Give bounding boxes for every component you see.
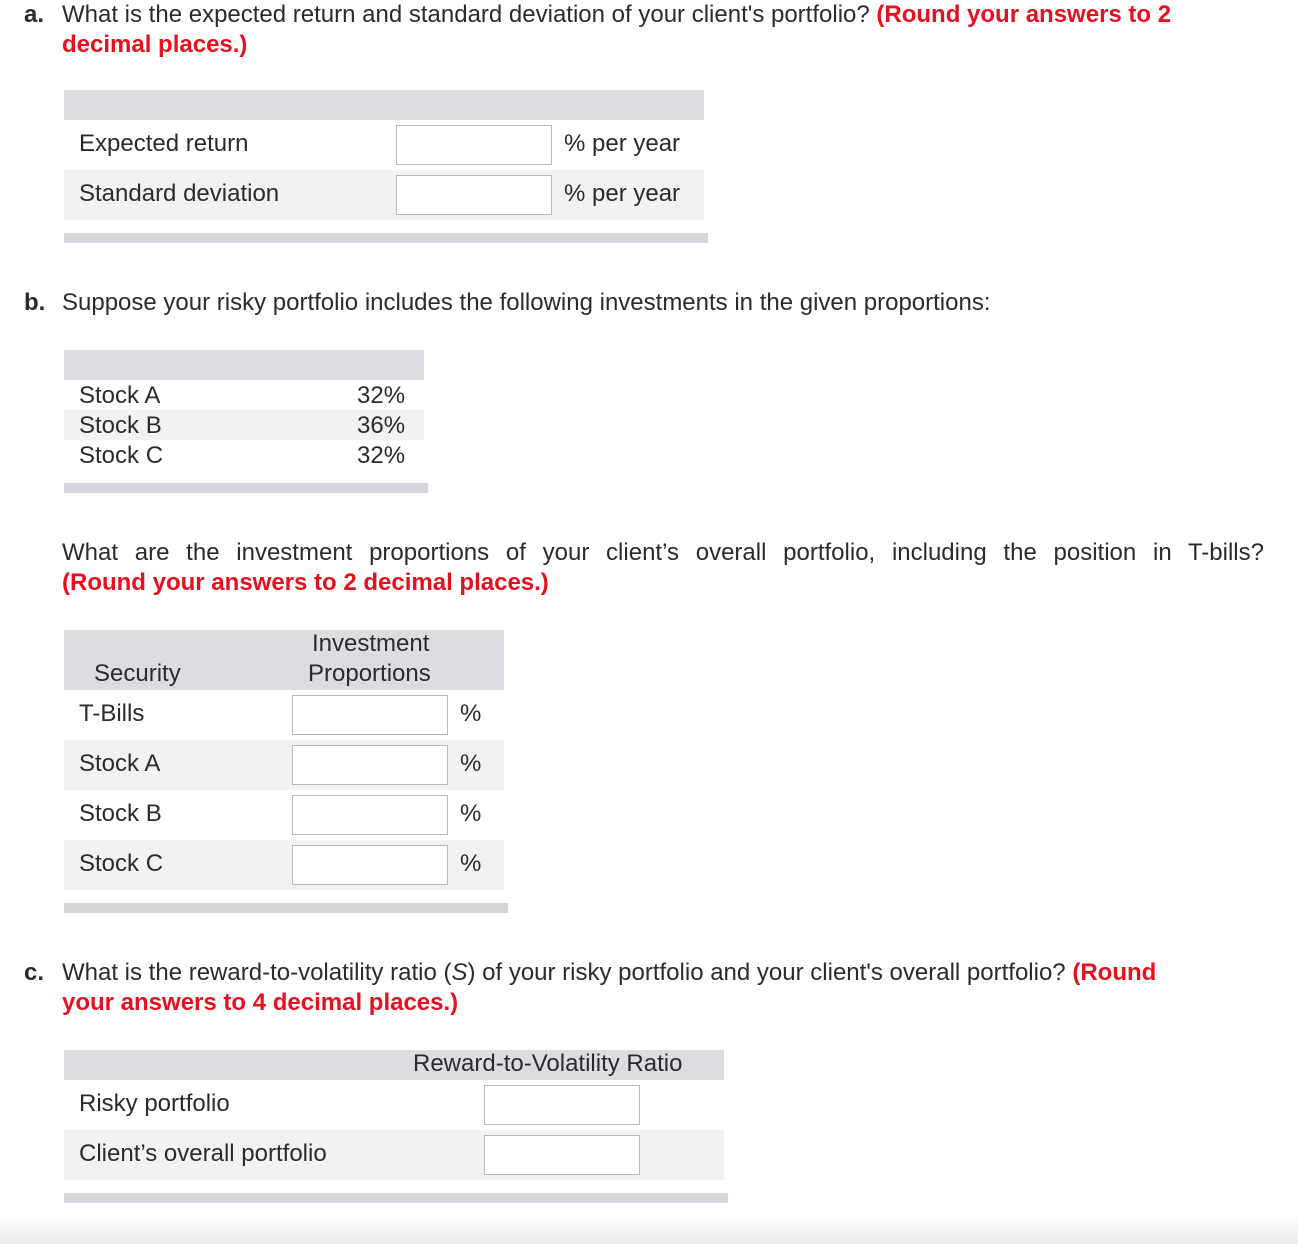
part-b-instruction-2: (Round your answers to 2 decimal places.) [62, 569, 549, 596]
part-a-letter: a. [24, 1, 45, 28]
standard-deviation-label: Standard deviation [79, 180, 280, 207]
part-a-table-footer [64, 233, 708, 243]
stock-c-pct: 32% [357, 442, 406, 469]
standard-deviation-unit: % per year [564, 180, 681, 207]
part-a-question-main: What is the expected return and standard deviation of your client's portfolio? [62, 1, 870, 28]
col-investment-2: Proportions [308, 660, 431, 687]
proportions-row-tbills [64, 690, 504, 740]
part-b-letter: b. [24, 289, 46, 316]
risky-portfolio-label: Risky portfolio [79, 1090, 230, 1117]
stock-c-name: Stock C [79, 442, 164, 469]
stock-a-input[interactable] [292, 745, 448, 785]
stock-b-unit: % [460, 800, 482, 827]
proportions-row-stock-c [64, 840, 504, 890]
stock-a-name: Stock A [79, 382, 161, 409]
part-a-question-text [62, 0, 1171, 30]
stock-b-name: Stock B [79, 412, 162, 439]
ratio-row-risky [64, 1080, 724, 1130]
part-a-instruction-2: decimal places.) [62, 31, 248, 58]
stock-b-input[interactable] [292, 795, 448, 835]
stock-b-pct: 36% [357, 412, 406, 439]
ratio-row-overall [64, 1130, 724, 1180]
overall-portfolio-input[interactable] [484, 1135, 640, 1175]
part-a-instruction-1: (Round your answers to 2 [876, 1, 1172, 28]
bottom-shadow [0, 1214, 1298, 1244]
stocks-row [64, 410, 424, 440]
tbills-input[interactable] [292, 695, 448, 735]
stock-a-label: Stock A [79, 750, 161, 777]
part-c-question-pre: What is the reward-to-volatility ratio ( [62, 959, 452, 986]
stock-c-input[interactable] [292, 845, 448, 885]
stocks-table-footer [64, 483, 428, 493]
part-a-row-standard-deviation [64, 170, 704, 220]
proportions-table-footer [64, 903, 508, 913]
stock-b-label: Stock B [79, 800, 162, 827]
proportions-row-stock-b [64, 790, 504, 840]
proportions-row-stock-a [64, 740, 504, 790]
part-c-letter: c. [24, 959, 45, 986]
expected-return-unit: % per year [564, 130, 681, 157]
ratio-table-header [64, 1050, 724, 1080]
part-c-question-var: S [451, 959, 468, 986]
stock-a-pct: 32% [357, 382, 406, 409]
part-b-question-2-text: What are the investment proportions of your client’s overall portfolio, including the position in T-bills? [62, 539, 1264, 566]
proportions-table-header [64, 630, 504, 690]
stocks-row [64, 440, 424, 470]
stocks-table-header [64, 350, 424, 380]
part-a-row-expected-return [64, 120, 704, 170]
standard-deviation-input[interactable] [396, 175, 552, 215]
risky-portfolio-input[interactable] [484, 1085, 640, 1125]
stock-c-unit: % [460, 850, 482, 877]
part-c-question-text [62, 958, 1156, 988]
col-reward-to-volatility: Reward-to-Volatility Ratio [413, 1050, 683, 1077]
col-security: Security [94, 660, 181, 687]
expected-return-input[interactable] [396, 125, 552, 165]
part-b-question-text: Suppose your risky portfolio includes the following investments in the given proportions: [62, 289, 991, 316]
tbills-unit: % [460, 700, 482, 727]
stock-a-unit: % [460, 750, 482, 777]
part-a-table-header [64, 90, 704, 120]
col-investment-1: Investment [312, 630, 430, 657]
ratio-table-footer [64, 1193, 728, 1203]
stocks-row [64, 380, 424, 410]
part-c-instruction-1: (Round [1072, 959, 1157, 986]
part-c-question-post: ) of your risky portfolio and your client's overall portfolio? [467, 959, 1066, 986]
tbills-label: T-Bills [79, 700, 145, 727]
overall-portfolio-label: Client’s overall portfolio [79, 1140, 327, 1167]
stock-c-label: Stock C [79, 850, 164, 877]
part-c-instruction-2: your answers to 4 decimal places.) [62, 989, 459, 1016]
expected-return-label: Expected return [79, 130, 249, 157]
